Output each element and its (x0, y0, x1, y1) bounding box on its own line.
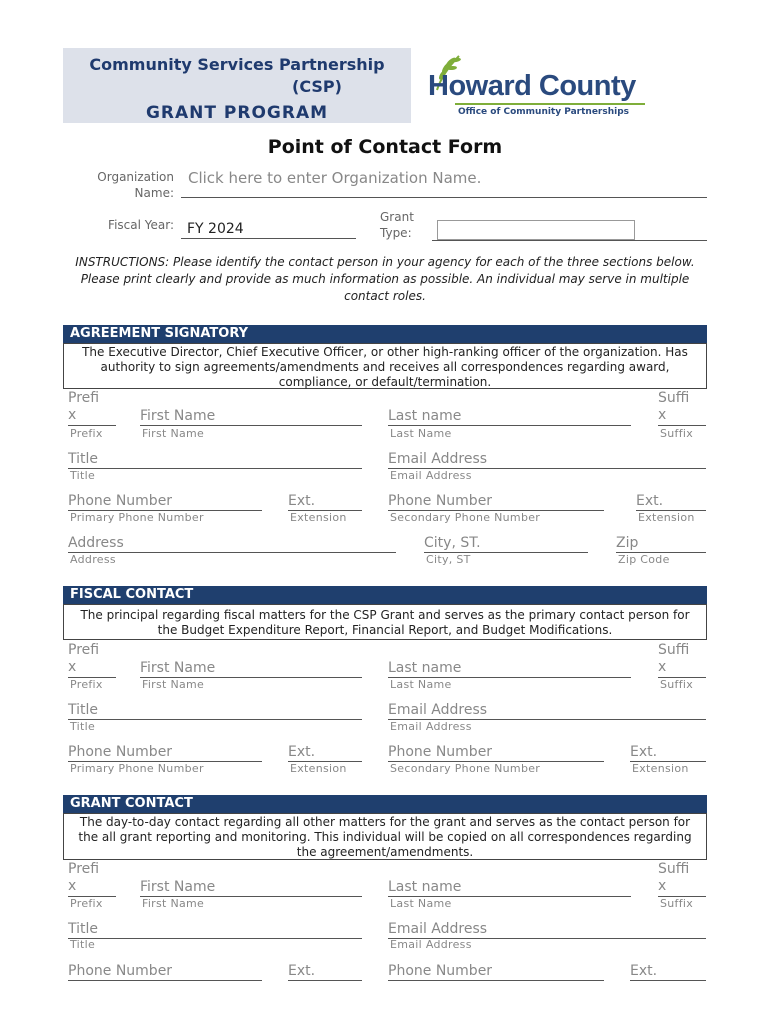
suffix-ph-1: Suffi (658, 390, 690, 406)
address-caption: Address (70, 553, 116, 566)
first-name-caption: First Name (142, 897, 205, 910)
primary-ext-input[interactable]: Ext. (288, 744, 362, 762)
instructions: INSTRUCTIONS: Please identify the contact person in your agency for each of the three sections below. Please print clearly and provide as much information as possible. An individual may serve in multiple contact roles. (75, 255, 695, 303)
title-input[interactable]: Title (68, 702, 362, 720)
suffix-ph-2: x (658, 407, 667, 423)
last-name-caption: Last Name (390, 427, 452, 440)
org-name-input[interactable]: Click here to enter Organization Name. (181, 169, 707, 198)
agreement-fields (0, 390, 770, 580)
primary-ext-input[interactable]: Ext. (288, 963, 362, 981)
prefix-ph-2: x (68, 659, 77, 675)
suffix-input[interactable] (658, 861, 706, 897)
grant-fields (0, 861, 770, 986)
secondary-phone-input[interactable]: Phone Number (388, 963, 604, 981)
org-name-label (80, 169, 174, 201)
secondary-ext-caption: Extension (632, 762, 689, 775)
logo-subtitle: Office of Community Partnerships (458, 107, 630, 117)
grant-section-description: The day-to-day contact regarding all other matters for the grant and serves as the contact person for the all grant reporting and monitoring. This individual will be copied on all correspondences regarding the agreement/amendments. (63, 813, 707, 860)
title-caption: Title (70, 469, 96, 482)
grant-type-label-line1: Grant (380, 210, 414, 224)
last-name-input[interactable]: Last name (388, 408, 631, 426)
prefix-input[interactable] (68, 642, 116, 678)
fiscal-section-description: The principal regarding fiscal matters for the CSP Grant and serves as the primary contact person for the Budget Expenditure Report, Financial Report, and Budget Modifications. (63, 604, 707, 640)
grant-type-label (380, 209, 425, 241)
suffix-ph-2: x (658, 878, 667, 894)
fiscal-fields (0, 642, 770, 782)
email-input[interactable]: Email Address (388, 921, 706, 939)
agreement-section-header: AGREEMENT SIGNATORY (63, 325, 707, 343)
city-input[interactable]: City, ST. (424, 535, 588, 553)
secondary-ext-input[interactable]: Ext. (630, 744, 706, 762)
zip-caption: Zip Code (618, 553, 670, 566)
suffix-caption: Suffix (660, 427, 694, 440)
first-name-input[interactable]: First Name (140, 879, 362, 897)
primary-phone-caption: Primary Phone Number (70, 762, 204, 775)
prefix-input[interactable] (68, 861, 116, 897)
org-label-line1: Organization (97, 170, 174, 184)
primary-phone-caption: Primary Phone Number (70, 511, 204, 524)
secondary-ext-caption: Extension (638, 511, 695, 524)
org-label-line2: Name: (134, 186, 174, 200)
secondary-phone-caption: Secondary Phone Number (390, 511, 541, 524)
prefix-caption: Prefix (70, 427, 103, 440)
agreement-section-description: The Executive Director, Chief Executive Officer, or other high-ranking officer of the organization. Has authority to sign agreements/amendments and receives all correspondences regarding award, compliance, or default/termination. (63, 343, 707, 389)
title-caption: Title (70, 938, 96, 951)
title-caption: Title (70, 720, 96, 733)
suffix-ph-1: Suffi (658, 642, 690, 658)
title-input[interactable]: Title (68, 921, 362, 939)
title-input[interactable]: Title (68, 451, 362, 469)
secondary-phone-caption: Secondary Phone Number (390, 762, 541, 775)
logo-rule (455, 103, 645, 105)
prefix-ph-1: Prefi (68, 390, 100, 406)
primary-phone-input[interactable]: Phone Number (68, 493, 262, 511)
prefix-ph-2: x (68, 407, 77, 423)
email-caption: Email Address (390, 938, 472, 951)
first-name-input[interactable]: First Name (140, 660, 362, 678)
suffix-input[interactable] (658, 390, 706, 426)
suffix-input[interactable] (658, 642, 706, 678)
prefix-caption: Prefix (70, 897, 103, 910)
last-name-caption: Last Name (390, 678, 452, 691)
grant-type-select[interactable] (437, 220, 635, 240)
banner-line-1: Community Services Partnership (89, 55, 385, 74)
grant-section-header: GRANT CONTACT (63, 795, 707, 813)
program-banner (63, 48, 411, 123)
primary-phone-input[interactable]: Phone Number (68, 744, 262, 762)
grant-type-field (432, 218, 707, 241)
howard-county-logo (425, 52, 655, 122)
first-name-caption: First Name (142, 427, 205, 440)
prefix-caption: Prefix (70, 678, 103, 691)
primary-ext-input[interactable]: Ext. (288, 493, 362, 511)
prefix-ph-1: Prefi (68, 642, 100, 658)
city-caption: City, ST (426, 553, 471, 566)
primary-phone-input[interactable]: Phone Number (68, 963, 262, 981)
email-caption: Email Address (390, 720, 472, 733)
prefix-ph-1: Prefi (68, 861, 100, 877)
suffix-ph-2: x (658, 659, 667, 675)
form-title: Point of Contact Form (267, 136, 503, 158)
secondary-phone-input[interactable]: Phone Number (388, 493, 604, 511)
grant-type-label-line2: Type: (380, 226, 412, 240)
banner-line-2: (CSP) (292, 77, 342, 96)
zip-input[interactable]: Zip (616, 535, 706, 553)
email-input[interactable]: Email Address (388, 702, 706, 720)
fiscal-year-input[interactable]: FY 2024 (181, 220, 356, 239)
suffix-caption: Suffix (660, 678, 694, 691)
fiscal-year-label: Fiscal Year: (108, 218, 174, 232)
first-name-input[interactable]: First Name (140, 408, 362, 426)
primary-ext-caption: Extension (290, 762, 347, 775)
suffix-caption: Suffix (660, 897, 694, 910)
banner-line-3: GRANT PROGRAM (145, 103, 329, 123)
prefix-ph-2: x (68, 878, 77, 894)
secondary-ext-input[interactable]: Ext. (630, 963, 706, 981)
email-caption: Email Address (390, 469, 472, 482)
last-name-input[interactable]: Last name (388, 660, 631, 678)
email-input[interactable]: Email Address (388, 451, 706, 469)
secondary-ext-input[interactable]: Ext. (636, 493, 706, 511)
address-input[interactable]: Address (68, 535, 396, 553)
fiscal-section-header: FISCAL CONTACT (63, 586, 707, 604)
primary-ext-caption: Extension (290, 511, 347, 524)
secondary-phone-input[interactable]: Phone Number (388, 744, 604, 762)
logo-name: Howard County (428, 70, 636, 102)
first-name-caption: First Name (142, 678, 205, 691)
last-name-input[interactable]: Last name (388, 879, 631, 897)
last-name-caption: Last Name (390, 897, 452, 910)
suffix-ph-1: Suffi (658, 861, 690, 877)
prefix-input[interactable] (68, 390, 116, 426)
